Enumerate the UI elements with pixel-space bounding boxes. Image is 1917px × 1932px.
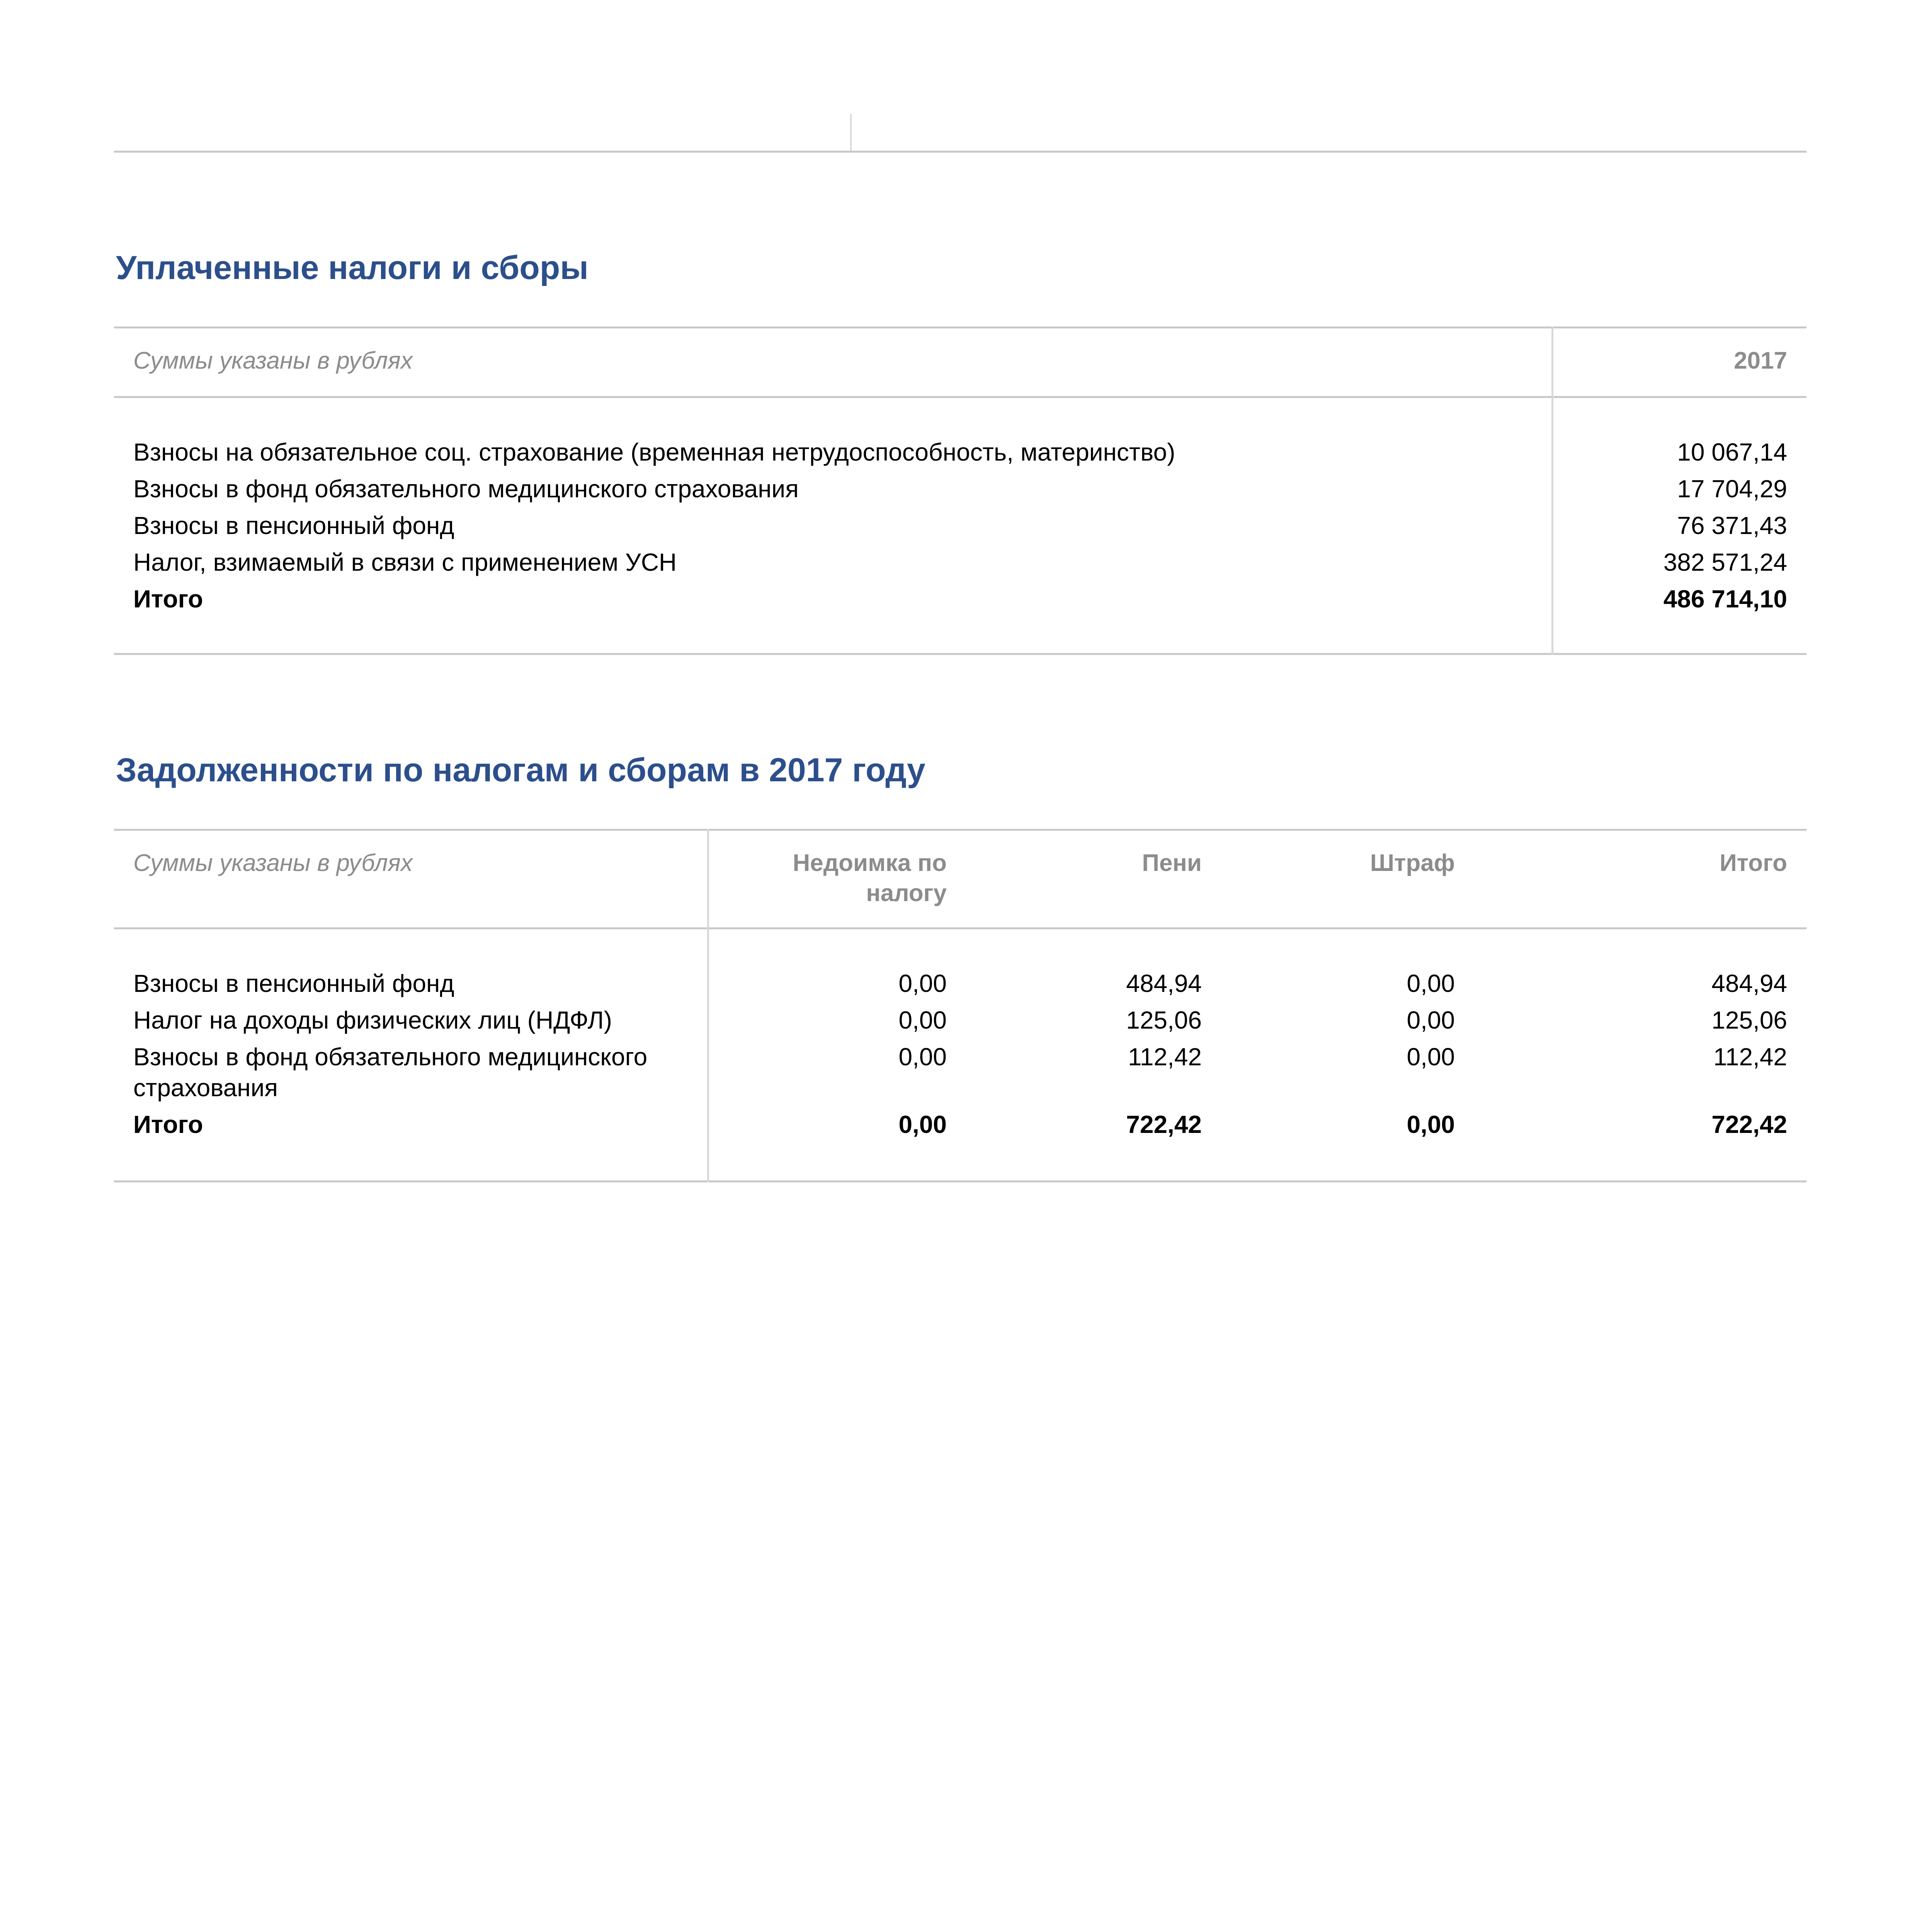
total-fine: 0,00 (1407, 1111, 1455, 1138)
row-penalty: 125,06 (1126, 1006, 1202, 1034)
total-penalty: 722,42 (1126, 1111, 1202, 1138)
row-fine: 0,00 (1407, 1006, 1455, 1034)
column-header-penalty: Пени (1142, 850, 1202, 876)
row-label: Взносы в фонд обязательного медицинского страхования (133, 475, 799, 503)
column-divider (1551, 327, 1553, 655)
total-total: 722,42 (1711, 1111, 1787, 1138)
row-label: Налог на доходы физических лиц (НДФЛ) (133, 1006, 612, 1034)
row-penalty: 112,42 (1128, 1043, 1202, 1071)
column-header-fine: Штраф (1370, 850, 1455, 876)
table-top-rule (114, 829, 1806, 831)
row-label: Взносы в пенсионный фонд (133, 969, 454, 997)
row-label: Взносы в пенсионный фонд (133, 512, 454, 539)
currency-note: Суммы указаны в рублях (133, 850, 413, 876)
row-arrears: 0,00 (898, 969, 947, 997)
total-label: Итого (133, 1111, 203, 1138)
row-label: Взносы в фонд обязательного медицинского страхования (133, 1043, 648, 1102)
total-label: Итого (133, 585, 203, 613)
currency-note: Суммы указаны в рублях (133, 347, 413, 374)
row-label: Налог, взимаемый в связи с применением УСН (133, 548, 677, 576)
total-arrears: 0,00 (898, 1111, 947, 1138)
total-value: 486 714,10 (1663, 585, 1787, 613)
paid-taxes-title: Уплаченные налоги и сборы (116, 249, 589, 286)
debts-title: Задолженности по налогам и сборам в 2017 году (116, 752, 925, 789)
row-fine: 0,00 (1407, 969, 1455, 997)
row-total: 125,06 (1711, 1006, 1787, 1034)
column-header-arrears: Недоимка по налогу (793, 850, 947, 906)
row-label: Взносы на обязательное соц. страхование (временная нетрудоспособность, материнство) (133, 438, 1175, 466)
column-header-total: Итого (1720, 850, 1787, 876)
row-penalty: 484,94 (1126, 969, 1202, 997)
table-bottom-rule (114, 1180, 1806, 1182)
row-total: 112,42 (1713, 1043, 1787, 1071)
year-header: 2017 (1734, 347, 1787, 374)
row-total: 484,94 (1711, 969, 1787, 997)
column-divider (707, 829, 709, 1182)
row-value: 17 704,29 (1677, 475, 1787, 503)
header-rule (114, 151, 1806, 153)
table-header-rule (114, 927, 1806, 929)
row-value: 382 571,24 (1663, 548, 1787, 576)
row-value: 10 067,14 (1677, 438, 1787, 466)
row-arrears: 0,00 (898, 1006, 947, 1034)
row-value: 76 371,43 (1677, 512, 1787, 539)
paid-taxes-table (114, 327, 1806, 655)
debts-table (114, 829, 1806, 1182)
row-arrears: 0,00 (898, 1043, 947, 1071)
header-divider-tick (850, 114, 852, 151)
row-fine: 0,00 (1407, 1043, 1455, 1071)
